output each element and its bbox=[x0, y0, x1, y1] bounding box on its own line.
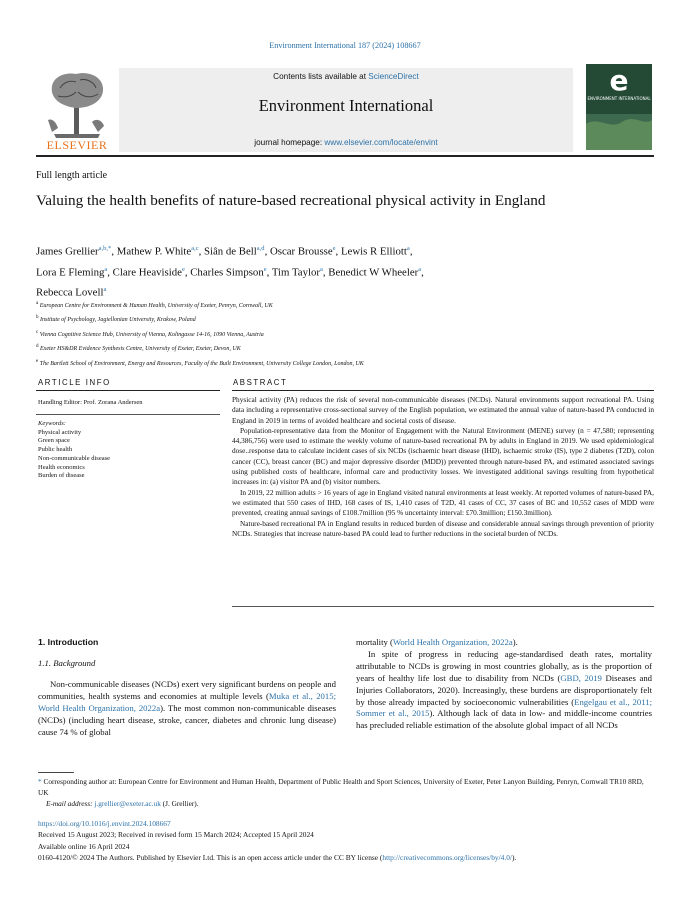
author-name[interactable]: Clare Heaviside bbox=[112, 266, 182, 279]
abstract-text bbox=[232, 395, 654, 539]
journal-title: Environment International bbox=[258, 96, 434, 115]
body-text-span: In spite of progress in reducing age-standardised death rates, mortality attributable to NCDs is growing in most countries globally, as is the proportion of years of healthy life lost due to disability from NCDs ( bbox=[356, 648, 652, 683]
article-info-rule bbox=[36, 390, 220, 391]
handling-editor: Handling Editor: Prof. Zorana Andersen bbox=[38, 399, 143, 406]
abstract-label: ABSTRACT bbox=[233, 378, 288, 387]
affiliation-letter: a bbox=[36, 301, 39, 306]
affiliation-text: The Bartlett School of Environment, Energy and Resources, Faculty of the Built Environment, University College London, London, UK bbox=[39, 360, 364, 367]
author-list: James Grellier$^{a,b,*}$, Mathew P. White$^{a,c}$, Siân de Bell$^{a,d}$, Oscar Brousse$^e$, Lewis R Elliott$^a$, Lora E Fleming$^a$, Clare Heaviside$^e$, Charles Simpson$^e$, Tim Taylor$^a$, Benedict W Wheeler$^a$, Rebecca Lovell$^a$ bbox=[36, 245, 424, 299]
author-affiliation-marker[interactable]: a bbox=[319, 265, 323, 273]
citation-link[interactable]: GBD, 2019 bbox=[560, 672, 602, 683]
keyword-item: Physical activity bbox=[38, 428, 82, 436]
author-name[interactable]: Lora E Fleming bbox=[36, 266, 105, 279]
elsevier-logo bbox=[40, 68, 114, 152]
abstract-end-rule bbox=[232, 606, 654, 607]
license-suffix: ). bbox=[511, 852, 517, 862]
author-name[interactable]: Tim Taylor bbox=[271, 266, 320, 279]
keyword-item: Public health bbox=[38, 446, 73, 454]
author-name[interactable]: Lewis R Elliott bbox=[340, 245, 407, 258]
keyword-item: Green space bbox=[38, 437, 70, 445]
body-text-span: ). bbox=[512, 637, 518, 647]
citation-link[interactable]: Muka et al., 2015; World Health Organization, 2022a bbox=[38, 690, 336, 713]
section-heading: 1. Introduction bbox=[38, 637, 99, 647]
author-affiliation-marker[interactable]: a bbox=[418, 265, 422, 273]
author-affiliation-marker[interactable]: a,c bbox=[191, 245, 199, 252]
header-rule bbox=[36, 155, 654, 157]
body-column-right bbox=[356, 637, 652, 732]
body-text-span: Non-communicable diseases (NCDs) exert very significant burdens on people and communities, health systems and economies at multiple levels ( bbox=[38, 679, 336, 701]
publication-info bbox=[38, 818, 654, 863]
body-text-span: mortality ( bbox=[356, 637, 393, 647]
affiliation-text: Vienna Cognitive Science Hub, University of Vienna, Kolingasse 14-16, 1090 Vienna, Austria bbox=[39, 331, 264, 338]
affiliation-letter: d bbox=[36, 344, 39, 350]
homepage-prefix: journal homepage: bbox=[254, 138, 325, 147]
body-paragraph bbox=[38, 679, 336, 739]
sciencedirect-link[interactable]: ScienceDirect bbox=[368, 72, 419, 81]
body-text-span: Diseases and Injuries Collaborators, 2020). Increasingly, these burdens are disproportionately felt by those already impacted by socioeconomic vulnerabilities ( bbox=[356, 672, 653, 707]
author-name[interactable]: Oscar Brousse bbox=[269, 245, 333, 258]
journal-cover-image[interactable] bbox=[586, 64, 652, 150]
keyword-item: Burden of disease bbox=[38, 472, 85, 480]
author-affiliation-marker[interactable]: e bbox=[332, 245, 336, 252]
affiliation-item bbox=[36, 341, 656, 355]
footnote-marker[interactable]: * bbox=[38, 777, 42, 786]
journal-header bbox=[119, 68, 573, 152]
affiliation-item bbox=[36, 356, 656, 370]
received-dates: Received 15 August 2023; Received in revised form 15 March 2024; Accepted 15 April 2024 bbox=[38, 830, 314, 840]
author-affiliation-marker[interactable]: a bbox=[406, 245, 410, 252]
homepage-line bbox=[119, 138, 573, 147]
cover-title-text: ENVIRONMENT INTERNATIONAL bbox=[587, 96, 651, 101]
abstract-paragraph: Physical activity (PA) reduces the risk of several non-communicable diseases (NCDs). Natural environments support recreational PA. Using data including a representative cross-sectional survey of the English population, we estimated the annual value of nature-based PA conducted in England in 2019 in terms of avoided healthcare and societal costs of disease. bbox=[232, 395, 654, 425]
email-suffix: (J. Grellier). bbox=[162, 799, 199, 808]
author-name[interactable]: Siân de Bell bbox=[204, 245, 257, 258]
body-paragraph-continuation bbox=[356, 637, 652, 649]
body-text-span: ). Although lack of data in low- and middle-income countries has precluded reliable estimation of the absolute global impact of all NCDs bbox=[356, 708, 652, 731]
keywords-block bbox=[38, 420, 110, 481]
article-type: Full length article bbox=[36, 170, 108, 181]
author-affiliation-marker[interactable]: a bbox=[103, 286, 107, 294]
author-name[interactable]: Mathew P. White bbox=[116, 245, 192, 258]
body-column-left bbox=[38, 637, 336, 739]
affiliation-item bbox=[36, 312, 656, 326]
subsection-heading: 1.1. Background bbox=[38, 658, 96, 668]
email-label: E-mail address: bbox=[46, 799, 93, 808]
article-title: Valuing the health benefits of nature-based recreational physical activity in England bbox=[36, 192, 546, 209]
author-name[interactable]: Benedict W Wheeler bbox=[328, 266, 419, 279]
article-info-label: ARTICLE INFO bbox=[38, 378, 111, 387]
contents-line bbox=[119, 72, 573, 81]
tree-engraving-icon bbox=[48, 73, 104, 138]
homepage-link[interactable]: www.elsevier.com/locate/envint bbox=[324, 138, 438, 147]
elsevier-wordmark: ELSEVIER bbox=[46, 138, 108, 152]
author-name[interactable]: Charles Simpson bbox=[190, 266, 264, 279]
footnote-corresponding-text: Corresponding author at: European Centre for Environment and Human Health, Department of Public Health and Sport Sciences, University of Exeter, Peter Lanyon Building, Penryn, Cornwall TR10 8RD, UK bbox=[38, 777, 644, 797]
cover-e-letter: e bbox=[609, 64, 629, 97]
author-affiliation-marker[interactable]: a,d bbox=[256, 245, 265, 252]
author-affiliation-marker[interactable]: a,b,* bbox=[98, 245, 112, 252]
affiliation-item bbox=[36, 327, 656, 341]
license-line bbox=[38, 852, 654, 863]
license-prefix: 0160-4120/© 2024 The Authors. Published by Elsevier Ltd. This is an open access article under the CC BY license ( bbox=[38, 852, 383, 862]
keywords-heading: Keywords: bbox=[38, 420, 66, 427]
abstract-paragraph: Nature-based recreational PA in England results in reduced burden of disease and considerable annual savings through prevention of priority NCDs. Strategies that increase nature-based PA could lead to further reductions in the societal burden of NCDs. bbox=[232, 518, 654, 538]
affiliation-letter: e bbox=[36, 358, 39, 364]
body-text-span: ). The most common non-communicable diseases (NCDs) (including heart disease, stroke, cancer, diabetes and chronic lung disease) cause 74 % of global bbox=[38, 702, 336, 737]
license-link[interactable]: http://creativecommons.org/licenses/by/4.0/ bbox=[382, 852, 512, 862]
email-link[interactable]: j.grellier@exeter.ac.uk bbox=[94, 799, 161, 808]
affiliation-letter: c bbox=[36, 329, 39, 335]
affiliation-letter: b bbox=[36, 315, 39, 321]
affiliation-list bbox=[36, 298, 656, 370]
author-affiliation-marker[interactable]: e bbox=[181, 265, 185, 273]
affiliation-text: Institute of Psychology, Jagiellonian University, Krakow, Poland bbox=[40, 317, 196, 324]
footnote-rule bbox=[38, 772, 74, 773]
author-name[interactable]: James Grellier bbox=[36, 245, 99, 258]
footnote-email-line bbox=[38, 798, 654, 809]
affiliation-text: Exeter HS&DR Evidence Synthesis Centre, University of Exeter, Exeter, Devon, UK bbox=[40, 346, 241, 353]
corresponding-author-footnote bbox=[38, 776, 654, 809]
affiliation-item bbox=[36, 298, 656, 312]
author-affiliation-marker[interactable]: e bbox=[263, 265, 267, 273]
abstract-rule bbox=[232, 390, 654, 391]
abstract-paragraph: In 2019, 22 million adults > 16 years of age in England visited natural environments at least weekly. At reported volumes of nature-based PA, we estimated that 550 cases of IHD, 168 cases of IS, 1,410 cases of T2D, 41 cases of CC, 37 cases of BC and 10,552 cases of MDD were prevented, creating annual savings of £108.7million (95 % uncertainty interval: £70.3million; £150.3million). bbox=[232, 487, 654, 518]
body-paragraph bbox=[356, 649, 652, 732]
footnote-corresponding bbox=[38, 776, 654, 798]
keyword-item: Health economics bbox=[38, 463, 85, 471]
article-info-sub-rule bbox=[36, 414, 220, 415]
author-name[interactable]: Rebecca Lovell bbox=[36, 286, 104, 299]
journal-reference[interactable]: Environment International 187 (2024) 108667 bbox=[269, 41, 421, 50]
abstract-paragraph: Population-representative data from the Monitor of Engagement with the Natural Environment (MENE) survey (n = 47,580; representing 44,386,756) were used to estimate the weekly volume of nature-based recreational PA by adults in England in 2019. We used epidemiological dose..response data to calculate incident cases of six NCDs (ischaemic heart disease (IHD), ischaemic stroke (IS), type 2 diabetes (T2D), colon cancer (CC), breast cancer (BC) and major depressive disorder (MDD)) prevented through nature-based PA, and estimated associated savings using published costs of healthcare, informal care and productivity losses. We investigated additional savings resulting from hypothetical increases in: (a) visitor PA and (b) visitor numbers. bbox=[232, 425, 654, 487]
keyword-item: Non-communicable disease bbox=[38, 454, 111, 462]
author-affiliation-marker[interactable]: a bbox=[104, 265, 108, 273]
doi-link[interactable]: https://doi.org/10.1016/j.envint.2024.108667 bbox=[38, 819, 171, 828]
available-online: Available online 16 April 2024 bbox=[38, 841, 130, 851]
citation-link[interactable]: Engelgau et al., 2011; Sommer et al., 2015 bbox=[356, 696, 653, 719]
citation-link[interactable]: World Health Organization, 2022a bbox=[392, 637, 513, 647]
affiliation-text: European Centre for Environment & Human Health, University of Exeter, Penryn, Cornwall, UK bbox=[39, 303, 273, 309]
contents-prefix: Contents lists available at bbox=[273, 72, 369, 81]
